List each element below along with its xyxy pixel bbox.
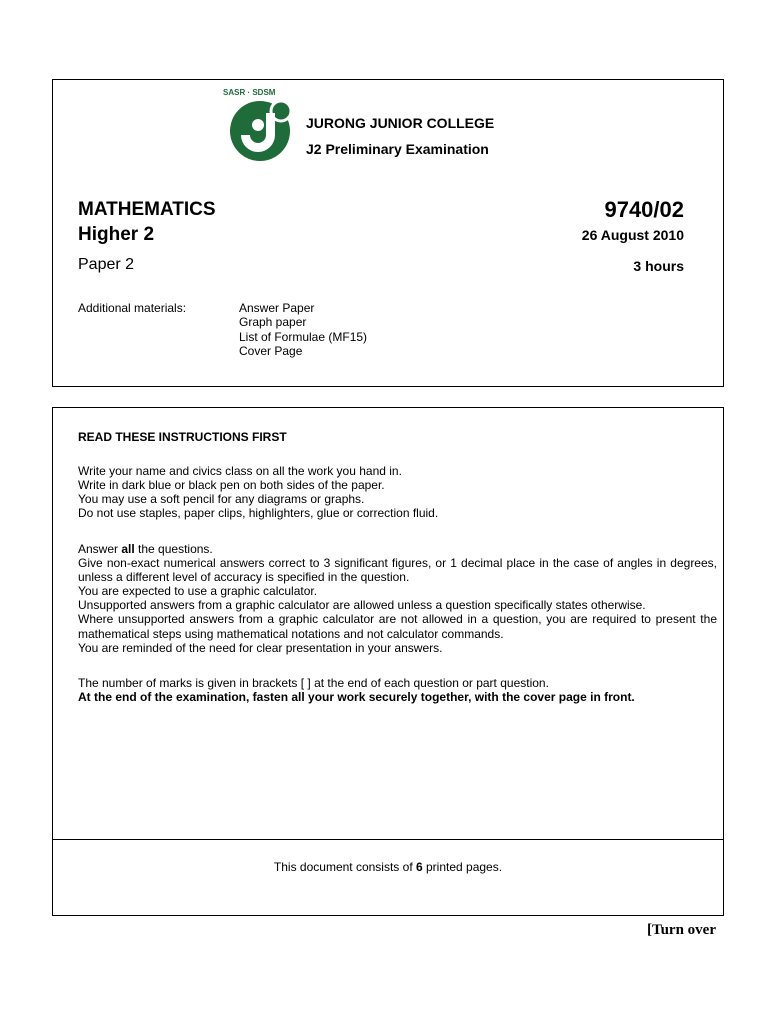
instructions-box xyxy=(52,407,724,916)
answer-instructions xyxy=(78,542,717,655)
instructions-heading: READ THESE INSTRUCTIONS FIRST xyxy=(78,430,287,444)
answer-suffix: the questions. xyxy=(134,542,213,556)
material-item: Cover Page xyxy=(239,343,303,358)
exam-date: 26 August 2010 xyxy=(581,227,684,243)
logo-text: SASR · SDSM xyxy=(223,88,276,97)
instruction-line: You may use a soft pencil for any diagrams or graphs. xyxy=(78,492,365,507)
syllabus-code: 9740/02 xyxy=(604,197,684,222)
presentation-instruction: You are reminded of the need for clear presentation in your answers. xyxy=(78,640,443,655)
marks-note: The number of marks is given in brackets [ ] at the end of each question or part question. xyxy=(78,676,549,690)
college-name: JURONG JUNIOR COLLEGE xyxy=(306,115,495,131)
page-count-prefix: This document consists of xyxy=(273,860,416,874)
fasten-note: At the end of the examination, fasten all your work securely together, with the cover page in front. xyxy=(78,690,635,705)
subject-title: MATHEMATICS xyxy=(78,199,216,220)
exam-name: J2 Preliminary Examination xyxy=(306,141,489,157)
answer-all-line xyxy=(78,542,717,556)
materials-label: Additional materials: xyxy=(78,301,187,315)
marks-instructions xyxy=(78,676,717,704)
answer-prefix: Answer xyxy=(78,542,122,556)
general-instructions xyxy=(78,464,717,520)
turn-over-label: [Turn over xyxy=(646,922,716,938)
page-count-suffix: printed pages. xyxy=(422,860,503,874)
instruction-line: Do not use staples, paper clips, highlighters, glue or correction fluid. xyxy=(78,506,439,521)
answer-all-emphasis: all xyxy=(121,542,135,556)
instruction-line: Write in dark blue or black pen on both sides of the paper. xyxy=(78,478,385,493)
college-logo xyxy=(223,88,301,173)
page-count: 6 xyxy=(415,860,423,874)
footer-divider xyxy=(53,839,723,840)
unsupported-not-allowed-instruction: Where unsupported answers from a graphic calculator are not allowed in a question, you are required to present the mathematical steps using mathematical notations and not calculator commands. xyxy=(78,612,717,641)
material-item: Graph paper xyxy=(239,315,307,330)
accuracy-instruction: Give non-exact numerical answers correct to 3 significant figures, or 1 decimal place in the case of angles in degrees, unless a different level of accuracy is specified in the question. xyxy=(78,556,717,585)
paper-number: Paper 2 xyxy=(78,256,135,273)
subject-level: Higher 2 xyxy=(78,224,155,245)
calculator-instruction: You are expected to use a graphic calculator. xyxy=(78,584,318,599)
material-item: List of Formulae (MF15) xyxy=(239,329,368,344)
materials-list xyxy=(239,301,367,358)
material-item: Answer Paper xyxy=(239,301,315,315)
exam-duration: 3 hours xyxy=(633,258,684,274)
page-count-note xyxy=(53,860,723,874)
instruction-line: Write your name and civics class on all the work you hand in. xyxy=(78,464,402,478)
unsupported-allowed-instruction: Unsupported answers from a graphic calculator are allowed unless a question specifically states otherwise. xyxy=(78,598,646,613)
